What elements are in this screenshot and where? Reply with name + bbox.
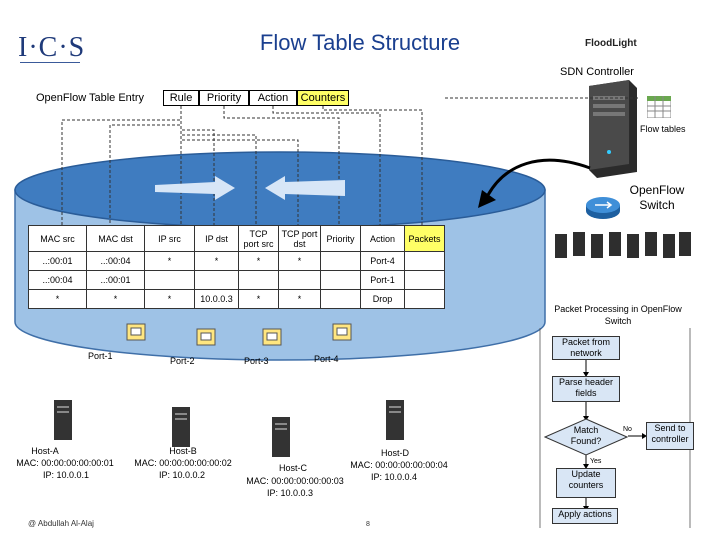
host-a-ip: IP: 10.0.0.1 <box>42 470 90 480</box>
host-a-name: Host-A <box>31 446 59 456</box>
host-c-server-icon <box>270 415 292 459</box>
no-label: No <box>623 426 632 433</box>
step-send-to-controller: Send to controller <box>646 422 694 450</box>
host-a-mac: MAC: 00:00:00:00:00:01 <box>16 458 114 468</box>
table-cell: * <box>87 290 145 309</box>
table-cell: * <box>145 290 195 309</box>
table-cell: * <box>145 252 195 271</box>
table-cell <box>321 271 361 290</box>
port-4-icon <box>332 323 352 341</box>
table-cell <box>279 271 321 290</box>
host-d-mac: MAC: 00:00:00:00:00:04 <box>350 460 448 470</box>
table-cell: ..:00:01 <box>29 252 87 271</box>
flow-tables-label: Flow tables <box>640 124 686 134</box>
server-cluster-icon <box>553 228 693 260</box>
col-header: TCP port src <box>239 226 279 252</box>
table-cell: * <box>239 252 279 271</box>
table-cell <box>405 271 445 290</box>
author-credit: @ Abdullah Al-Alaj <box>28 519 94 528</box>
col-header: MAC dst <box>87 226 145 252</box>
table-row <box>29 290 445 309</box>
host-d-server-icon <box>384 398 406 442</box>
sdn-controller-label: SDN Controller <box>560 66 634 78</box>
table-cell: 10.0.0.3 <box>195 290 239 309</box>
table-cell: ..:00:04 <box>29 271 87 290</box>
table-cell <box>321 290 361 309</box>
packet-processing-title: Packet Processing in OpenFlow Switch <box>554 304 682 326</box>
port-1-label: Port-1 <box>88 351 113 361</box>
step-packet-from-network: Packet from network <box>552 336 620 360</box>
slide-title: Flow Table Structure <box>259 30 461 55</box>
table-cell: Drop <box>361 290 405 309</box>
host-b-mac: MAC: 00:00:00:00:00:02 <box>134 458 232 468</box>
host-b-server-icon <box>170 405 192 449</box>
col-header: Action <box>361 226 405 252</box>
page-number: 8 <box>366 521 370 528</box>
openflow-switch-icon <box>585 195 621 221</box>
host-b-name: Host-B <box>169 446 197 456</box>
col-header: TCP port dst <box>279 226 321 252</box>
table-cell <box>145 271 195 290</box>
host-c-mac: MAC: 00:00:00:00:00:03 <box>246 476 344 486</box>
openflow-switch-label: OpenFlow Switch <box>629 183 685 212</box>
entry-field-priority: Priority <box>199 90 249 106</box>
table-cell: * <box>279 290 321 309</box>
table-cell: ..:00:04 <box>87 252 145 271</box>
col-header: Packets <box>405 226 445 252</box>
port-2-label: Port-2 <box>170 356 195 366</box>
table-cell: Port-1 <box>361 271 405 290</box>
port-1-icon <box>126 323 146 341</box>
entry-field-action: Action <box>249 90 297 106</box>
host-d-ip: IP: 10.0.0.4 <box>370 472 418 482</box>
table-cell: * <box>239 290 279 309</box>
col-header: IP src <box>145 226 195 252</box>
step-update-counters: Update counters <box>556 468 616 498</box>
yes-label: Yes <box>590 458 602 465</box>
table-cell <box>239 271 279 290</box>
host-a-server-icon <box>52 398 74 442</box>
table-cell: ..:00:01 <box>87 271 145 290</box>
port-4-label: Port-4 <box>314 354 339 364</box>
ics-logo: I·C·S <box>18 32 86 63</box>
table-cell: * <box>195 252 239 271</box>
host-d-name: Host-D <box>380 448 409 458</box>
floodlight-logo: FloodLight <box>585 38 637 49</box>
openflow-entry-label: OpenFlow Table Entry <box>36 92 145 104</box>
host-c-ip: IP: 10.0.0.3 <box>266 488 314 498</box>
flow-table <box>28 225 445 309</box>
table-cell <box>195 271 239 290</box>
entry-field-counters: Counters <box>297 90 349 106</box>
table-cell <box>405 252 445 271</box>
table-cell <box>321 252 361 271</box>
table-cell: * <box>279 252 321 271</box>
col-header: IP dst <box>195 226 239 252</box>
port-3-label: Port-3 <box>244 356 269 366</box>
port-3-icon <box>262 328 282 346</box>
port-2-icon <box>196 328 216 346</box>
host-b-ip: IP: 10.0.0.2 <box>158 470 206 480</box>
table-row <box>29 252 445 271</box>
table-row <box>29 271 445 290</box>
col-header: Priority <box>321 226 361 252</box>
table-cell: * <box>29 290 87 309</box>
step-apply-actions: Apply actions <box>552 508 618 524</box>
step-parse-header: Parse header fields <box>552 376 620 402</box>
table-cell: Port-4 <box>361 252 405 271</box>
host-c-name: Host-C <box>278 463 307 473</box>
table-cell <box>405 290 445 309</box>
entry-field-rule: Rule <box>163 90 199 106</box>
step-match-found: Match Found? <box>570 425 602 446</box>
col-header: MAC src <box>29 226 87 252</box>
